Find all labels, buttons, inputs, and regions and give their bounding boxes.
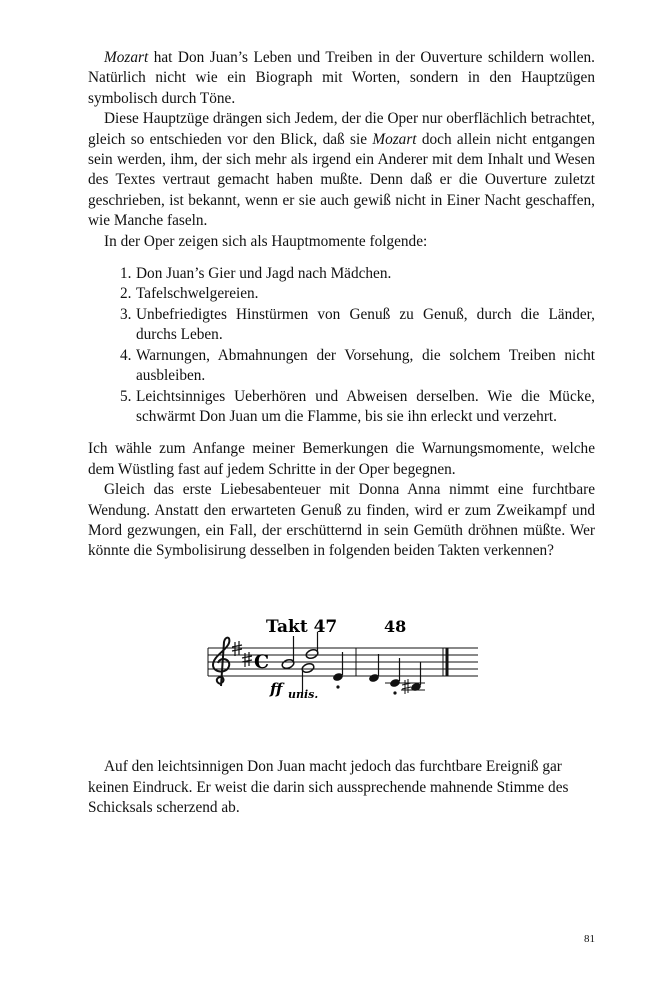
paragraph-6: Auf den leichtsinnigen Don Juan macht jedoch das furchtbare Ereigniß gar keinen Eindruck. Er weist die darin sich aussprechende mahnende Stimme des Schicksals scherzend ab. [88,758,569,817]
unison-marking: unis. [288,688,319,701]
paragraph-3: In der Oper zeigen sich als Hauptmomente folgende: [104,232,428,250]
list-item: 2. Tafelschwelgereien. [120,285,259,303]
composer-name: Mozart [104,49,149,66]
composer-name: Mozart [372,130,417,148]
sharp-icon [242,652,252,667]
numbered-list [88,264,595,427]
music-example [200,612,490,712]
note [301,632,319,694]
note [401,662,425,694]
list-item: 1. Don Juan’s Gier und Jagd nach Mädchen. [120,265,392,283]
bar-label-48: 48 [384,617,407,636]
bar-label-47: Takt 47 [266,617,338,637]
paragraph-2: Diese Hauptzüge drängen sich Jedem, der die Oper nur oberflächlich betrachtet, gleich so entschieden vor den Blick, daß sie Mozart doch allein nicht entgangen sein werden, ihm, der sich mehr als irgend ein Anderer mit dem Inhalt und Wesen des Textes vertraut gemacht haben mußte. Denn daß er die Ouverture zuletzt geschrieben, ist bekannt, wenn er sie auch gewiß nicht in Einer Nacht geschaffen, wie Manche faseln. [88,110,595,230]
page-number: 81 [584,933,595,945]
paragraph-5: Gleich das erste Liebesabenteuer mit Donna Anna nimmt eine furchtbare Wendung. Anstatt den erwarteten Genuß zu finden, wird er zum Zweikampf und Mord gezwungen, ein Fall, der erschütternd in sein Gemüth dröhnen müßte. Wer könnte die Symbolisirung desselben in folgenden beiden Takten verkennen? [88,481,595,560]
paragraph-1: Mozart hat Don Juan’s Leben und Treiben in der Ouverture schildern wollen. Natürlich nicht wie ein Biograph mit Worten, sondern in den Hauptzügen symbolisch durch Töne. [88,49,595,107]
paragraph-4: Ich wähle zum Anfange meiner Bemerkungen die Warnungsmomente, welche dem Wüstling fast auf jedem Schritte in der Oper begegnen. [88,440,595,478]
common-time-icon: C [254,651,270,673]
body-text [88,48,595,562]
note [281,636,295,670]
body-text-after-music [88,742,595,834]
list-item: 5. Leichtsinniges Ueberhören und Abweisen derselben. Wie die Mücke, schwärmt Don Juan um die Flamme, bis sie ihn erleckt und verzehrt. [120,387,595,425]
list-item: 3. Unbefriedigtes Hinstürmen von Genuß zu Genuß, durch die Länder, durchs Leben. [120,305,595,344]
dynamic-marking: ff [270,680,283,698]
note [332,652,344,689]
list-item: 4. Warnungen, Abmahnungen der Vorsehung, die solchem Treiben nicht ausbleiben. [120,346,595,385]
